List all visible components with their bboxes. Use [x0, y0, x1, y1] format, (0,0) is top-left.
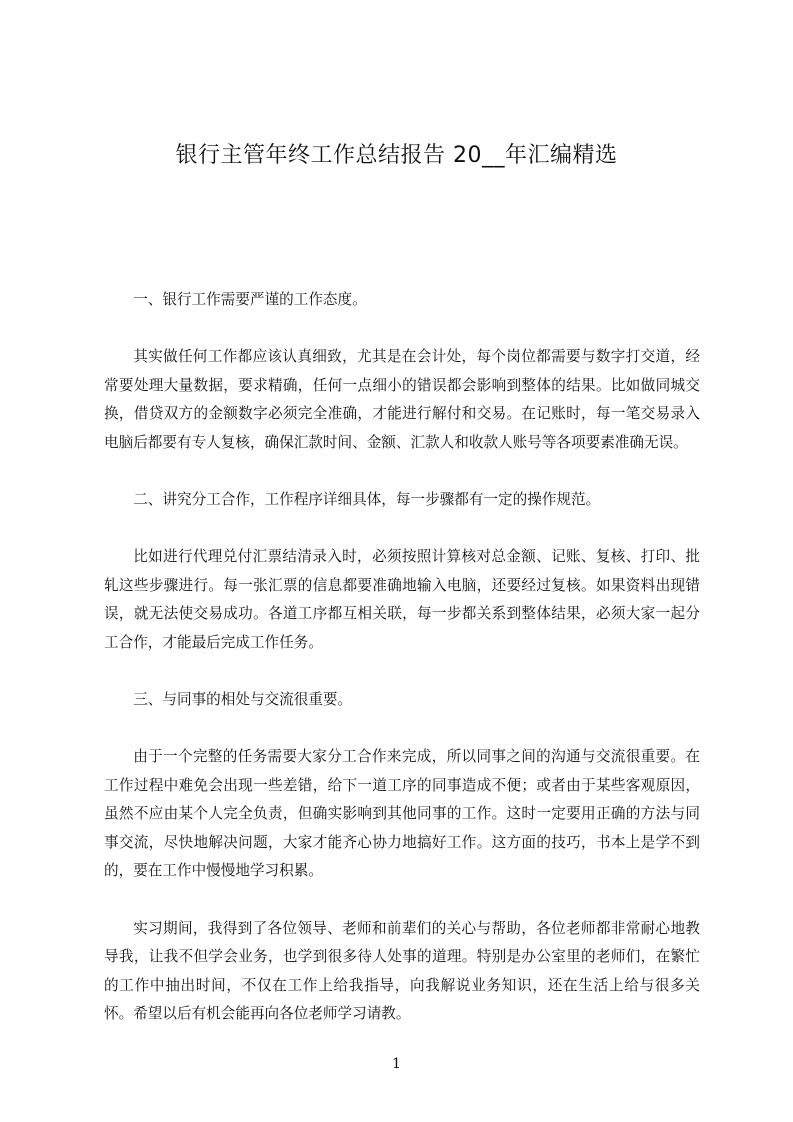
section-heading-2: 二、讲究分工合作，工作程序详细具体，每一步骤都有一定的操作规范。 — [133, 490, 601, 508]
page-title: 银行主管年终工作总结报告 20__年汇编精选 — [175, 143, 618, 168]
section-heading-3: 三、与同事的相处与交流很重要。 — [133, 690, 353, 708]
section-heading-1: 一、银行工作需要严谨的工作态度。 — [133, 291, 367, 308]
body-paragraph-2: 比如进行代理兑付汇票结清录入时，必须按照计算核对总金额、记账、复核、打印、批轧这些步骤进行。每一张汇票的信息都要准确地输入电脑，还要经过复核。如果资料出现错误，就无法使交易成功。各道工序都互相关联，每一步都关系到整体结果，必须大家一起分工合作，才能最后完成工作任务。 — [104, 548, 700, 651]
document-body — [104, 286, 700, 1057]
body-paragraph-3: 由于一个完整的任务需要大家分工合作来完成，所以同事之间的沟通与交流很重要。在工作过程中难免会出现一些差错，给下一道工序的同事造成不便；或者由于某些客观原因，虽然不应由某个人完全负责，但确实影响到其他同事的工作。这时一定要用正确的方法与同事交流，尽快地解决问题，大家才能齐心协力地搞好工作。这方面的技巧，书本上是学不到的，要在工作中慢慢地学习积累。 — [104, 748, 700, 880]
page-number: 1 — [392, 1056, 401, 1072]
body-paragraph-1: 其实做任何工作都应该认真细致，尤其是在会计处，每个岗位都需要与数字打交道，经常要处理大量数据，要求精确，任何一点细小的错误都会影响到整体的结果。比如做同城交换，借贷双方的金额数字必须完全准确，才能进行解付和交易。在记账时，每一笔交易录入电脑后都要有专人复核，确保汇款时间、金额、汇款人和收款人账号等各项要素准确无误。 — [104, 348, 700, 451]
body-paragraph-4: 实习期间，我得到了各位领导、老师和前辈们的关心与帮助，各位老师都非常耐心地教导我，让我不但学会业务，也学到很多待人处事的道理。特别是办公室里的老师们，在繁忙的工作中抽出时间，不仅在工作上给我指导，向我解说业务知识，还在生活上给与很多关怀。希望以后有机会能再向各位老师学习请教。 — [104, 919, 700, 1023]
